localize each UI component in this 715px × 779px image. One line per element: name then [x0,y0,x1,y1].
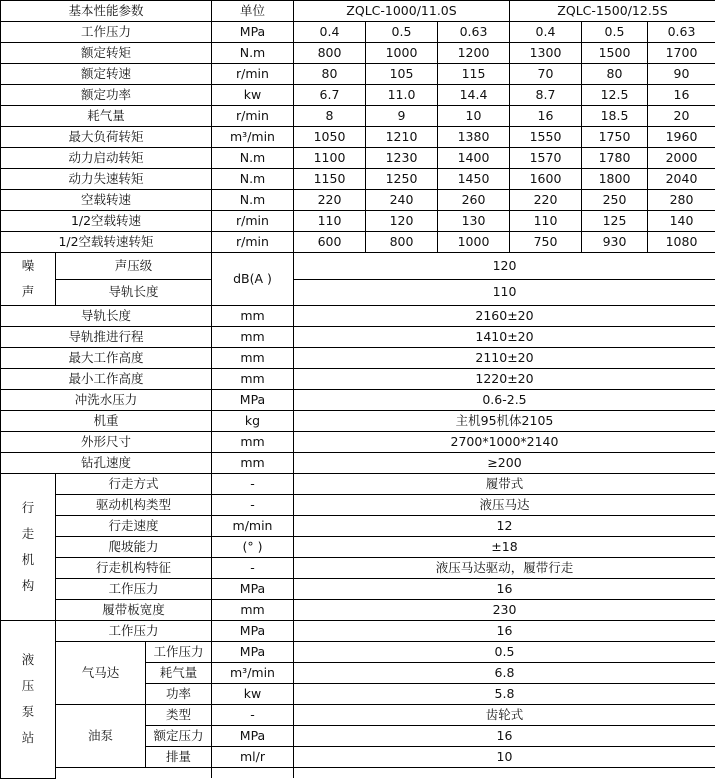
perf-value: 120 [366,211,438,232]
perf-row [1,43,715,64]
perf-value: 115 [438,64,510,85]
perf-value: 12.5 [582,85,648,106]
perf-row [1,211,715,232]
travel-unit: mm [212,600,294,621]
perf-value: 1960 [648,127,715,148]
perf-unit: r/min [212,106,294,127]
perf-value: 1570 [510,148,582,169]
travel-value: 液压马达 [294,495,715,516]
perf-value: 8.7 [510,85,582,106]
perf-unit: kw [212,85,294,106]
perf-value: 14.4 [438,85,510,106]
travel-row [1,579,715,600]
air-motor-row [1,642,715,663]
perf-value: 1550 [510,127,582,148]
travel-unit: - [212,558,294,579]
perf-value: 240 [366,190,438,211]
perf-value: 20 [648,106,715,127]
cut-cell [56,768,212,779]
air-motor-unit: MPa [212,642,294,663]
oil-pump-value: 16 [294,726,715,747]
perf-value: 1210 [366,127,438,148]
perf-label: 工作压力 [1,22,212,43]
perf-label: 耗气量 [1,106,212,127]
perf-value: 1780 [582,148,648,169]
perf-value: 16 [648,85,715,106]
perf-value: 800 [294,43,366,64]
travel-label: 工作压力 [56,579,212,600]
perf-value: 800 [366,232,438,253]
perf-value: 140 [648,211,715,232]
noise-value: 120 [294,253,715,280]
general-row [1,432,715,453]
perf-value: 1000 [366,43,438,64]
perf-value: 1150 [294,169,366,190]
travel-unit: (° ) [212,537,294,558]
perf-value: 1300 [510,43,582,64]
travel-value: 230 [294,600,715,621]
perf-unit: r/min [212,64,294,85]
general-value: 1220±20 [294,369,715,390]
general-unit: mm [212,432,294,453]
hydraulic-group-label: 液压泵站 [1,621,56,779]
noise-label: 导轨长度 [56,279,212,306]
perf-value: 260 [438,190,510,211]
perf-row [1,148,715,169]
noise-row [1,279,715,306]
travel-group-label: 行走机构 [1,474,56,621]
general-value: 0.6-2.5 [294,390,715,411]
param-header: 基本性能参数 [1,1,212,22]
general-row [1,411,715,432]
noise-row [1,253,715,280]
hydraulic-row [1,621,715,642]
perf-row [1,190,715,211]
model-header-2: ZQLC-1500/12.5S [510,1,715,22]
general-unit: mm [212,369,294,390]
general-unit: mm [212,453,294,474]
travel-row [1,495,715,516]
travel-label: 爬坡能力 [56,537,212,558]
perf-label: 空载转速 [1,190,212,211]
perf-label: 额定转矩 [1,43,212,64]
perf-value: 1700 [648,43,715,64]
perf-value: 1100 [294,148,366,169]
oil-pump-unit: ml/r [212,747,294,768]
perf-label: 1/2空载转速 [1,211,212,232]
oil-pump-param: 排量 [146,747,212,768]
perf-value: 8 [294,106,366,127]
air-motor-value: 5.8 [294,684,715,705]
oil-pump-value: 10 [294,747,715,768]
perf-value: 11.0 [366,85,438,106]
general-label: 冲洗水压力 [1,390,212,411]
air-motor-param: 功率 [146,684,212,705]
perf-value: 105 [366,64,438,85]
noise-unit: dB(A ) [212,253,294,306]
perf-row [1,22,715,43]
perf-value: 600 [294,232,366,253]
general-value: 1410±20 [294,327,715,348]
perf-value: 110 [294,211,366,232]
perf-value: 220 [510,190,582,211]
oil-pump-label: 油泵 [56,705,146,768]
general-value: ≥200 [294,453,715,474]
travel-row [1,516,715,537]
perf-unit: MPa [212,22,294,43]
general-row [1,390,715,411]
perf-unit: N.m [212,169,294,190]
oil-pump-row [1,705,715,726]
perf-value: 1750 [582,127,648,148]
travel-row [1,600,715,621]
perf-value: 1450 [438,169,510,190]
perf-unit: r/min [212,211,294,232]
general-unit: mm [212,327,294,348]
perf-unit: r/min [212,232,294,253]
general-label: 最小工作高度 [1,369,212,390]
travel-label: 行走方式 [56,474,212,495]
general-value: 2110±20 [294,348,715,369]
air-motor-unit: m³/min [212,663,294,684]
hydraulic-unit: MPa [212,621,294,642]
hydraulic-label: 工作压力 [56,621,212,642]
general-row [1,369,715,390]
model-header-1: ZQLC-1000/11.0S [294,1,510,22]
perf-value: 16 [510,106,582,127]
general-label: 钻孔速度 [1,453,212,474]
general-unit: MPa [212,390,294,411]
travel-row [1,537,715,558]
cut-cell [212,768,294,779]
oil-pump-value: 齿轮式 [294,705,715,726]
perf-value: 0.4 [294,22,366,43]
air-motor-label: 气马达 [56,642,146,705]
cut-cell [294,768,715,779]
perf-value: 80 [582,64,648,85]
perf-value: 1050 [294,127,366,148]
travel-value: 液压马达驱动，履带行走 [294,558,715,579]
general-label: 外形尺寸 [1,432,212,453]
perf-value: 70 [510,64,582,85]
general-row [1,327,715,348]
perf-label: 动力失速转矩 [1,169,212,190]
perf-value: 250 [582,190,648,211]
perf-row [1,169,715,190]
travel-label: 驱动机构类型 [56,495,212,516]
perf-unit: N.m [212,190,294,211]
travel-unit: m/min [212,516,294,537]
general-row [1,453,715,474]
oil-pump-unit: MPa [212,726,294,747]
air-motor-unit: kw [212,684,294,705]
perf-value: 80 [294,64,366,85]
perf-value: 2040 [648,169,715,190]
perf-value: 1250 [366,169,438,190]
travel-row [1,558,715,579]
perf-value: 1380 [438,127,510,148]
perf-value: 130 [438,211,510,232]
cut-row [1,768,715,779]
air-motor-param: 耗气量 [146,663,212,684]
perf-value: 0.63 [648,22,715,43]
perf-label: 额定功率 [1,85,212,106]
noise-group-label: 噪声 [1,253,56,306]
noise-label: 声压级 [56,253,212,280]
perf-value: 90 [648,64,715,85]
travel-label: 行走机构特征 [56,558,212,579]
air-motor-param: 工作压力 [146,642,212,663]
general-label: 最大工作高度 [1,348,212,369]
perf-value: 1500 [582,43,648,64]
perf-value: 1000 [438,232,510,253]
travel-value: ±18 [294,537,715,558]
perf-value: 9 [366,106,438,127]
travel-unit: - [212,495,294,516]
general-row [1,348,715,369]
general-label: 导轨推进行程 [1,327,212,348]
general-label: 导轨长度 [1,306,212,327]
perf-row [1,127,715,148]
perf-value: 1230 [366,148,438,169]
perf-row [1,106,715,127]
perf-value: 1400 [438,148,510,169]
perf-label: 额定转速 [1,64,212,85]
travel-label: 行走速度 [56,516,212,537]
perf-row [1,85,715,106]
oil-pump-param: 类型 [146,705,212,726]
perf-value: 0.63 [438,22,510,43]
air-motor-value: 6.8 [294,663,715,684]
perf-value: 1080 [648,232,715,253]
oil-pump-param: 额定压力 [146,726,212,747]
perf-value: 110 [510,211,582,232]
perf-label: 最大负荷转矩 [1,127,212,148]
perf-unit: m³/min [212,127,294,148]
travel-value: 履带式 [294,474,715,495]
perf-value: 18.5 [582,106,648,127]
travel-label: 履带板宽度 [56,600,212,621]
general-value: 2160±20 [294,306,715,327]
perf-unit: N.m [212,43,294,64]
perf-value: 930 [582,232,648,253]
unit-header: 单位 [212,1,294,22]
perf-value: 0.4 [510,22,582,43]
perf-value: 125 [582,211,648,232]
perf-value: 0.5 [582,22,648,43]
perf-value: 1600 [510,169,582,190]
perf-row [1,232,715,253]
perf-value: 280 [648,190,715,211]
perf-value: 2000 [648,148,715,169]
travel-unit: - [212,474,294,495]
air-motor-value: 0.5 [294,642,715,663]
perf-unit: N.m [212,148,294,169]
noise-value: 110 [294,279,715,306]
general-value: 2700*1000*2140 [294,432,715,453]
general-row [1,306,715,327]
general-unit: kg [212,411,294,432]
perf-value: 1200 [438,43,510,64]
perf-label: 动力启动转矩 [1,148,212,169]
perf-row [1,64,715,85]
perf-value: 0.5 [366,22,438,43]
header-row [1,1,715,22]
general-value: 主机95机体2105 [294,411,715,432]
perf-label: 1/2空载转速转矩 [1,232,212,253]
travel-unit: MPa [212,579,294,600]
perf-value: 220 [294,190,366,211]
general-unit: mm [212,348,294,369]
general-label: 机重 [1,411,212,432]
oil-pump-unit: - [212,705,294,726]
general-unit: mm [212,306,294,327]
perf-value: 1800 [582,169,648,190]
perf-value: 750 [510,232,582,253]
perf-value: 6.7 [294,85,366,106]
travel-value: 16 [294,579,715,600]
perf-value: 10 [438,106,510,127]
travel-value: 12 [294,516,715,537]
hydraulic-value: 16 [294,621,715,642]
travel-row [1,474,715,495]
